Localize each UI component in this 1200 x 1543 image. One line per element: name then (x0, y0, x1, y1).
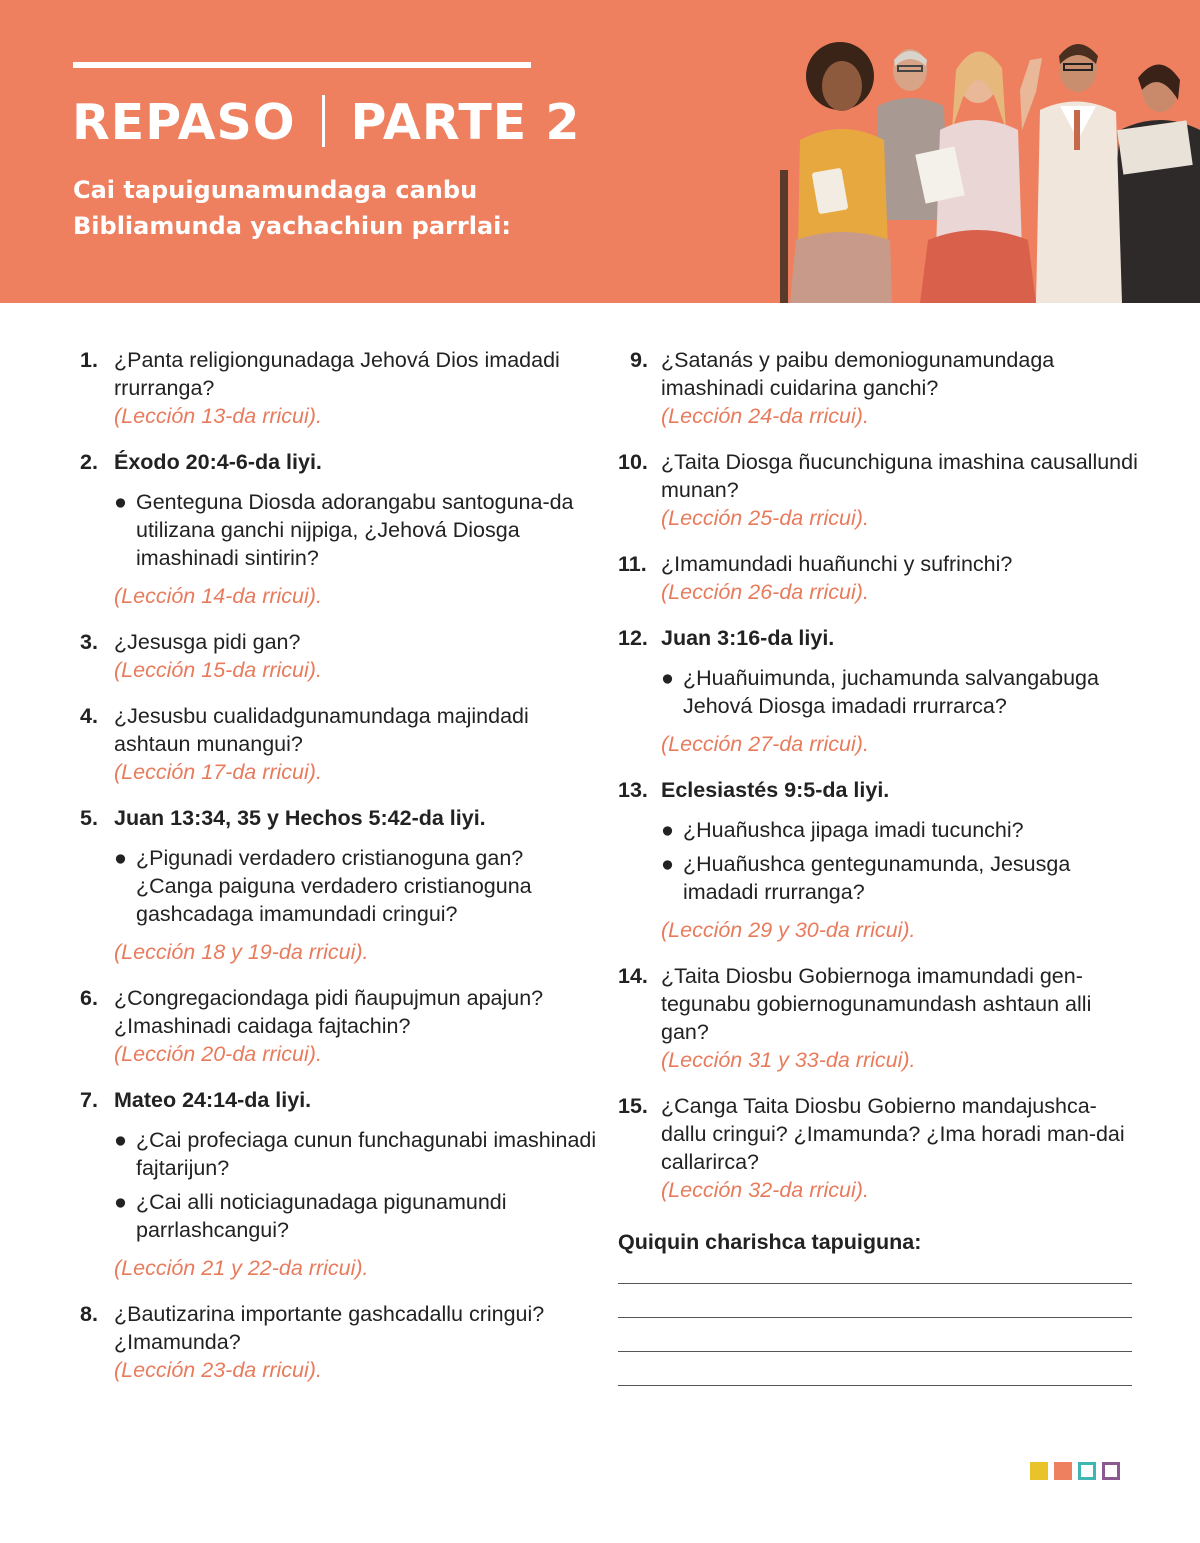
bullet-item (661, 664, 1138, 720)
square-teal-outline-icon (1078, 1462, 1096, 1480)
note-line-1[interactable] (618, 1283, 1132, 1284)
lesson-reference: (Lección 14-da rricui). (114, 584, 322, 608)
page-subtitle (73, 172, 511, 244)
question-number: 8. (80, 1302, 98, 1326)
bullet-dot-icon: ● (661, 666, 674, 690)
bullet-item (114, 1126, 600, 1182)
question-8 (80, 1300, 600, 1384)
bullet-text: ¿Cai profeciaga cunun funchagunabi imashinadi fajtarijun? (136, 1128, 597, 1180)
question-text: ¿Bautizarina importante gashcadallu cringui? ¿Imamunda? (114, 1302, 545, 1354)
lesson-reference: (Lección 21 y 22-da rricui). (114, 1256, 369, 1280)
question-number: 1. (80, 348, 98, 372)
color-squares-decoration (1030, 1462, 1120, 1480)
question-number: 15. (618, 1094, 648, 1118)
question-number: 4. (80, 704, 98, 728)
question-text: Eclesiastés 9:5-da liyi. (661, 778, 890, 802)
header-banner (0, 0, 1200, 303)
question-10 (618, 448, 1138, 532)
question-5 (80, 804, 600, 966)
subtitle-line-2: Bibliamunda yachachiun parrlai: (73, 212, 511, 240)
square-coral-icon (1054, 1462, 1072, 1480)
lesson-reference: (Lección 26-da rricui). (661, 580, 869, 604)
bullet-dot-icon: ● (114, 846, 127, 870)
note-line-4[interactable] (618, 1385, 1132, 1386)
question-1 (80, 346, 600, 430)
lesson-reference: (Lección 24-da rricui). (661, 404, 869, 428)
bullet-text: ¿Huañushca gentegunamunda, Jesusga imadadi rrurranga? (683, 852, 1071, 904)
question-text: ¿Taita Diosbu Gobiernoga imamundadi gen-tegunabu gobiernogunamundash ashtaun alli gan? (661, 964, 1092, 1044)
question-7 (80, 1086, 600, 1282)
notes-label: Quiquin charishca tapuiguna: (618, 1230, 922, 1254)
question-number: 6. (80, 986, 98, 1010)
bullet-text: ¿Cai alli noticiagunadaga pigunamundi parrlashcangui? (136, 1190, 507, 1242)
bullet-item (661, 816, 1138, 844)
bullet-list (114, 488, 600, 572)
question-number: 9. (630, 348, 648, 372)
subtitle-line-1: Cai tapuigunamundaga canbu (73, 176, 478, 204)
question-number: 2. (80, 450, 98, 474)
question-text: ¿Jesusbu cualidadgunamundaga majindadi ashtaun munangui? (114, 704, 529, 756)
question-13 (618, 776, 1138, 944)
bullet-dot-icon: ● (114, 490, 127, 514)
bullet-text: Genteguna Diosda adorangabu santoguna-da utilizana ganchi nijpiga, ¿Jehová Diosga imashinadi sintirin? (136, 490, 574, 570)
people-illustration (760, 20, 1200, 303)
question-text: Juan 3:16-da liyi. (661, 626, 835, 650)
question-15 (618, 1092, 1138, 1204)
page-title (72, 94, 580, 151)
question-number: 10. (618, 450, 648, 474)
question-12 (618, 624, 1138, 758)
bullet-item (661, 850, 1138, 906)
lesson-reference: (Lección 25-da rricui). (661, 506, 869, 530)
title-right: PARTE 2 (350, 94, 581, 151)
bullet-text: ¿Huañuimunda, juchamunda salvangabuga Jehová Diosga imadadi rrurrarca? (683, 666, 1099, 718)
bullet-dot-icon: ● (661, 818, 674, 842)
question-number: 12. (618, 626, 648, 650)
bullet-list (114, 1126, 600, 1244)
question-text: ¿Jesusga pidi gan? (114, 630, 301, 654)
title-left: REPASO (72, 94, 296, 151)
bullet-item (114, 844, 600, 928)
question-2 (80, 448, 600, 610)
lesson-reference: (Lección 29 y 30-da rricui). (661, 918, 916, 942)
question-text: ¿Imamundadi huañunchi y sufrinchi? (661, 552, 1013, 576)
question-number: 7. (80, 1088, 98, 1112)
header-rule (73, 62, 531, 68)
bullet-list (661, 664, 1138, 720)
question-number: 5. (80, 806, 98, 830)
questions-right-column (618, 346, 1138, 1386)
bullet-text: ¿Huañushca jipaga imadi tucunchi? (683, 818, 1024, 842)
bullet-list (114, 844, 600, 928)
lesson-reference: (Lección 18 y 19-da rricui). (114, 940, 369, 964)
bullet-item (114, 488, 600, 572)
question-text: ¿Congregaciondaga pidi ñaupujmun apajun? ¿Imashinadi caidaga fajtachin? (114, 986, 544, 1038)
lesson-reference: (Lección 20-da rricui). (114, 1042, 322, 1066)
question-6 (80, 984, 600, 1068)
question-3 (80, 628, 600, 684)
question-9 (618, 346, 1138, 430)
bullet-dot-icon: ● (114, 1128, 127, 1152)
bullet-item (114, 1188, 600, 1244)
note-line-2[interactable] (618, 1317, 1132, 1318)
question-number: 13. (618, 778, 648, 802)
bullet-text: ¿Pigunadi verdadero cristianoguna gan? ¿Canga paiguna verdadero cristianoguna gashcadaga imamundadi cringui? (136, 846, 532, 926)
bullet-dot-icon: ● (661, 852, 674, 876)
bullet-list (661, 816, 1138, 906)
question-text: ¿Satanás y paibu demoniogunamundaga imashinadi cuidarina ganchi? (661, 348, 1055, 400)
question-text: Juan 13:34, 35 y Hechos 5:42-da liyi. (114, 806, 486, 830)
question-11 (618, 550, 1138, 606)
question-14 (618, 962, 1138, 1074)
bullet-dot-icon: ● (114, 1190, 127, 1214)
lesson-reference: (Lección 27-da rricui). (661, 732, 869, 756)
lesson-reference: (Lección 31 y 33-da rricui). (661, 1048, 916, 1072)
square-yellow-icon (1030, 1462, 1048, 1480)
question-text: ¿Taita Diosga ñucunchiguna imashina causallundi munan? (661, 450, 1138, 502)
lesson-reference: (Lección 13-da rricui). (114, 404, 322, 428)
question-number: 3. (80, 630, 98, 654)
lesson-reference: (Lección 23-da rricui). (114, 1358, 322, 1382)
title-separator (322, 95, 325, 147)
question-text: ¿Canga Taita Diosbu Gobierno mandajushca-dallu cringui? ¿Imamunda? ¿Ima horadi man-dai callarirca? (661, 1094, 1125, 1174)
lesson-reference: (Lección 15-da rricui). (114, 658, 322, 682)
lesson-reference: (Lección 32-da rricui). (661, 1178, 869, 1202)
question-number: 14. (618, 964, 648, 988)
questions-left-column (80, 346, 600, 1402)
question-text: ¿Panta religiongunadaga Jehová Dios imadadi rrurranga? (114, 348, 560, 400)
question-text: Éxodo 20:4-6-da liyi. (114, 450, 322, 474)
note-line-3[interactable] (618, 1351, 1132, 1352)
question-text: Mateo 24:14-da liyi. (114, 1088, 312, 1112)
lesson-reference: (Lección 17-da rricui). (114, 760, 322, 784)
question-4 (80, 702, 600, 786)
question-number: 11. (618, 552, 647, 576)
square-purple-outline-icon (1102, 1462, 1120, 1480)
